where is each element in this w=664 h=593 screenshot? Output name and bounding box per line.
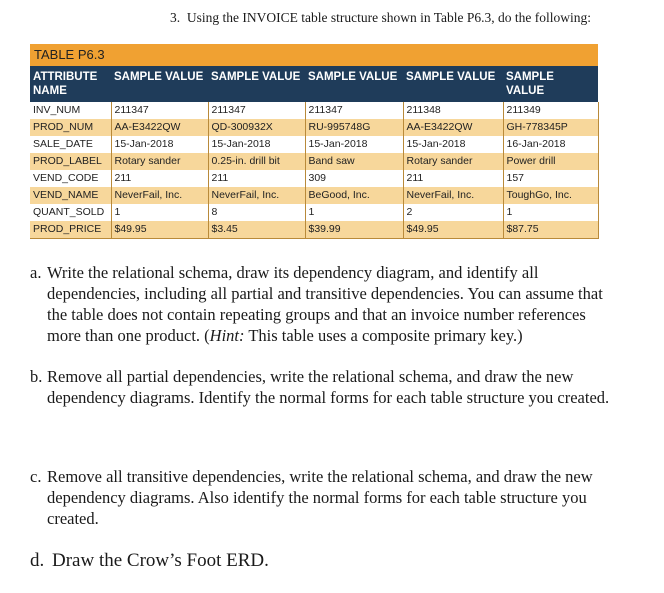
- sample-value-cell: Rotary sander: [403, 153, 503, 170]
- sample-value-cell: $49.95: [111, 221, 208, 239]
- sample-value-cell: 157: [503, 170, 598, 187]
- sample-value-cell: 211347: [208, 102, 305, 119]
- attribute-name-cell: INV_NUM: [30, 102, 111, 119]
- sample-value-cell: 1: [305, 204, 403, 221]
- sample-value-cell: 309: [305, 170, 403, 187]
- invoice-table-figure: [30, 44, 598, 239]
- column-header: SAMPLE VALUE: [111, 66, 208, 102]
- question-marker: c.: [30, 467, 42, 486]
- sample-value-cell: 15-Jan-2018: [208, 136, 305, 153]
- sample-value-cell: 211: [111, 170, 208, 187]
- table-row: [30, 187, 598, 204]
- attribute-name-cell: PROD_PRICE: [30, 221, 111, 239]
- column-header: SAMPLE VALUE: [305, 66, 403, 102]
- invoice-table: [30, 66, 599, 239]
- question-c: [30, 466, 616, 529]
- sample-value-cell: 15-Jan-2018: [403, 136, 503, 153]
- sample-value-cell: 8: [208, 204, 305, 221]
- sample-value-cell: ToughGo, Inc.: [503, 187, 598, 204]
- column-header: ATTRIBUTE NAME: [30, 66, 111, 102]
- sample-value-cell: 16-Jan-2018: [503, 136, 598, 153]
- column-header: SAMPLE VALUE: [503, 66, 598, 102]
- sample-value-cell: 1: [503, 204, 598, 221]
- question-text: Write the relational schema, draw its dependency diagram, and identify all dependencies, including all partial and transitive dependencies. You can assume that the table does not contain repeating groups and that an invoice number references more than one product. (Hint: This table uses a composite primary key.): [47, 263, 603, 345]
- sample-value-cell: Band saw: [305, 153, 403, 170]
- sample-value-cell: NeverFail, Inc.: [208, 187, 305, 204]
- table-caption: TABLE P6.3: [30, 44, 598, 66]
- sample-value-cell: RU-995748G: [305, 119, 403, 136]
- sample-value-cell: 211349: [503, 102, 598, 119]
- table-row: [30, 153, 598, 170]
- sample-value-cell: $49.95: [403, 221, 503, 239]
- question-marker: d.: [30, 550, 45, 571]
- table-row: [30, 102, 598, 119]
- question-b: [30, 366, 616, 408]
- table-row: [30, 221, 598, 239]
- attribute-name-cell: PROD_NUM: [30, 119, 111, 136]
- sample-value-cell: 211348: [403, 102, 503, 119]
- sample-value-cell: $39.99: [305, 221, 403, 239]
- sample-value-cell: AA-E3422QW: [111, 119, 208, 136]
- column-header: SAMPLE VALUE: [208, 66, 305, 102]
- attribute-name-cell: VEND_CODE: [30, 170, 111, 187]
- sample-value-cell: QD-300932X: [208, 119, 305, 136]
- intro-instruction: 3. Using the INVOICE table structure shown in Table P6.3, do the following:: [170, 10, 591, 25]
- sample-value-cell: Power drill: [503, 153, 598, 170]
- sample-value-cell: 15-Jan-2018: [305, 136, 403, 153]
- sample-value-cell: 2: [403, 204, 503, 221]
- sample-value-cell: 211347: [111, 102, 208, 119]
- table-header-row: [30, 66, 598, 102]
- sample-value-cell: GH-778345P: [503, 119, 598, 136]
- question-d: [30, 550, 616, 571]
- table-row: [30, 204, 598, 221]
- sample-value-cell: NeverFail, Inc.: [111, 187, 208, 204]
- sample-value-cell: NeverFail, Inc.: [403, 187, 503, 204]
- table-row: [30, 136, 598, 153]
- question-marker: b.: [30, 367, 43, 386]
- attribute-name-cell: SALE_DATE: [30, 136, 111, 153]
- question-text: Remove all transitive dependencies, write the relational schema, and draw the new dependency diagrams. Also identify the normal forms for each table structure you created.: [47, 467, 593, 528]
- sample-value-cell: $87.75: [503, 221, 598, 239]
- sample-value-cell: 211: [403, 170, 503, 187]
- table-row: [30, 170, 598, 187]
- sample-value-cell: $3.45: [208, 221, 305, 239]
- sample-value-cell: AA-E3422QW: [403, 119, 503, 136]
- attribute-name-cell: PROD_LABEL: [30, 153, 111, 170]
- sample-value-cell: BeGood, Inc.: [305, 187, 403, 204]
- attribute-name-cell: QUANT_SOLD: [30, 204, 111, 221]
- table-row: [30, 119, 598, 136]
- sample-value-cell: 0.25-in. drill bit: [208, 153, 305, 170]
- sample-value-cell: 211347: [305, 102, 403, 119]
- sample-value-cell: 1: [111, 204, 208, 221]
- question-a: [30, 262, 616, 346]
- sample-value-cell: Rotary sander: [111, 153, 208, 170]
- sample-value-cell: 15-Jan-2018: [111, 136, 208, 153]
- question-marker: a.: [30, 263, 42, 282]
- column-header: SAMPLE VALUE: [403, 66, 503, 102]
- attribute-name-cell: VEND_NAME: [30, 187, 111, 204]
- question-text: Remove all partial dependencies, write the relational schema, and draw the new dependency diagrams. Identify the normal forms for each table structure you created.: [47, 367, 610, 407]
- question-text: Draw the Crow’s Foot ERD.: [52, 550, 269, 571]
- sample-value-cell: 211: [208, 170, 305, 187]
